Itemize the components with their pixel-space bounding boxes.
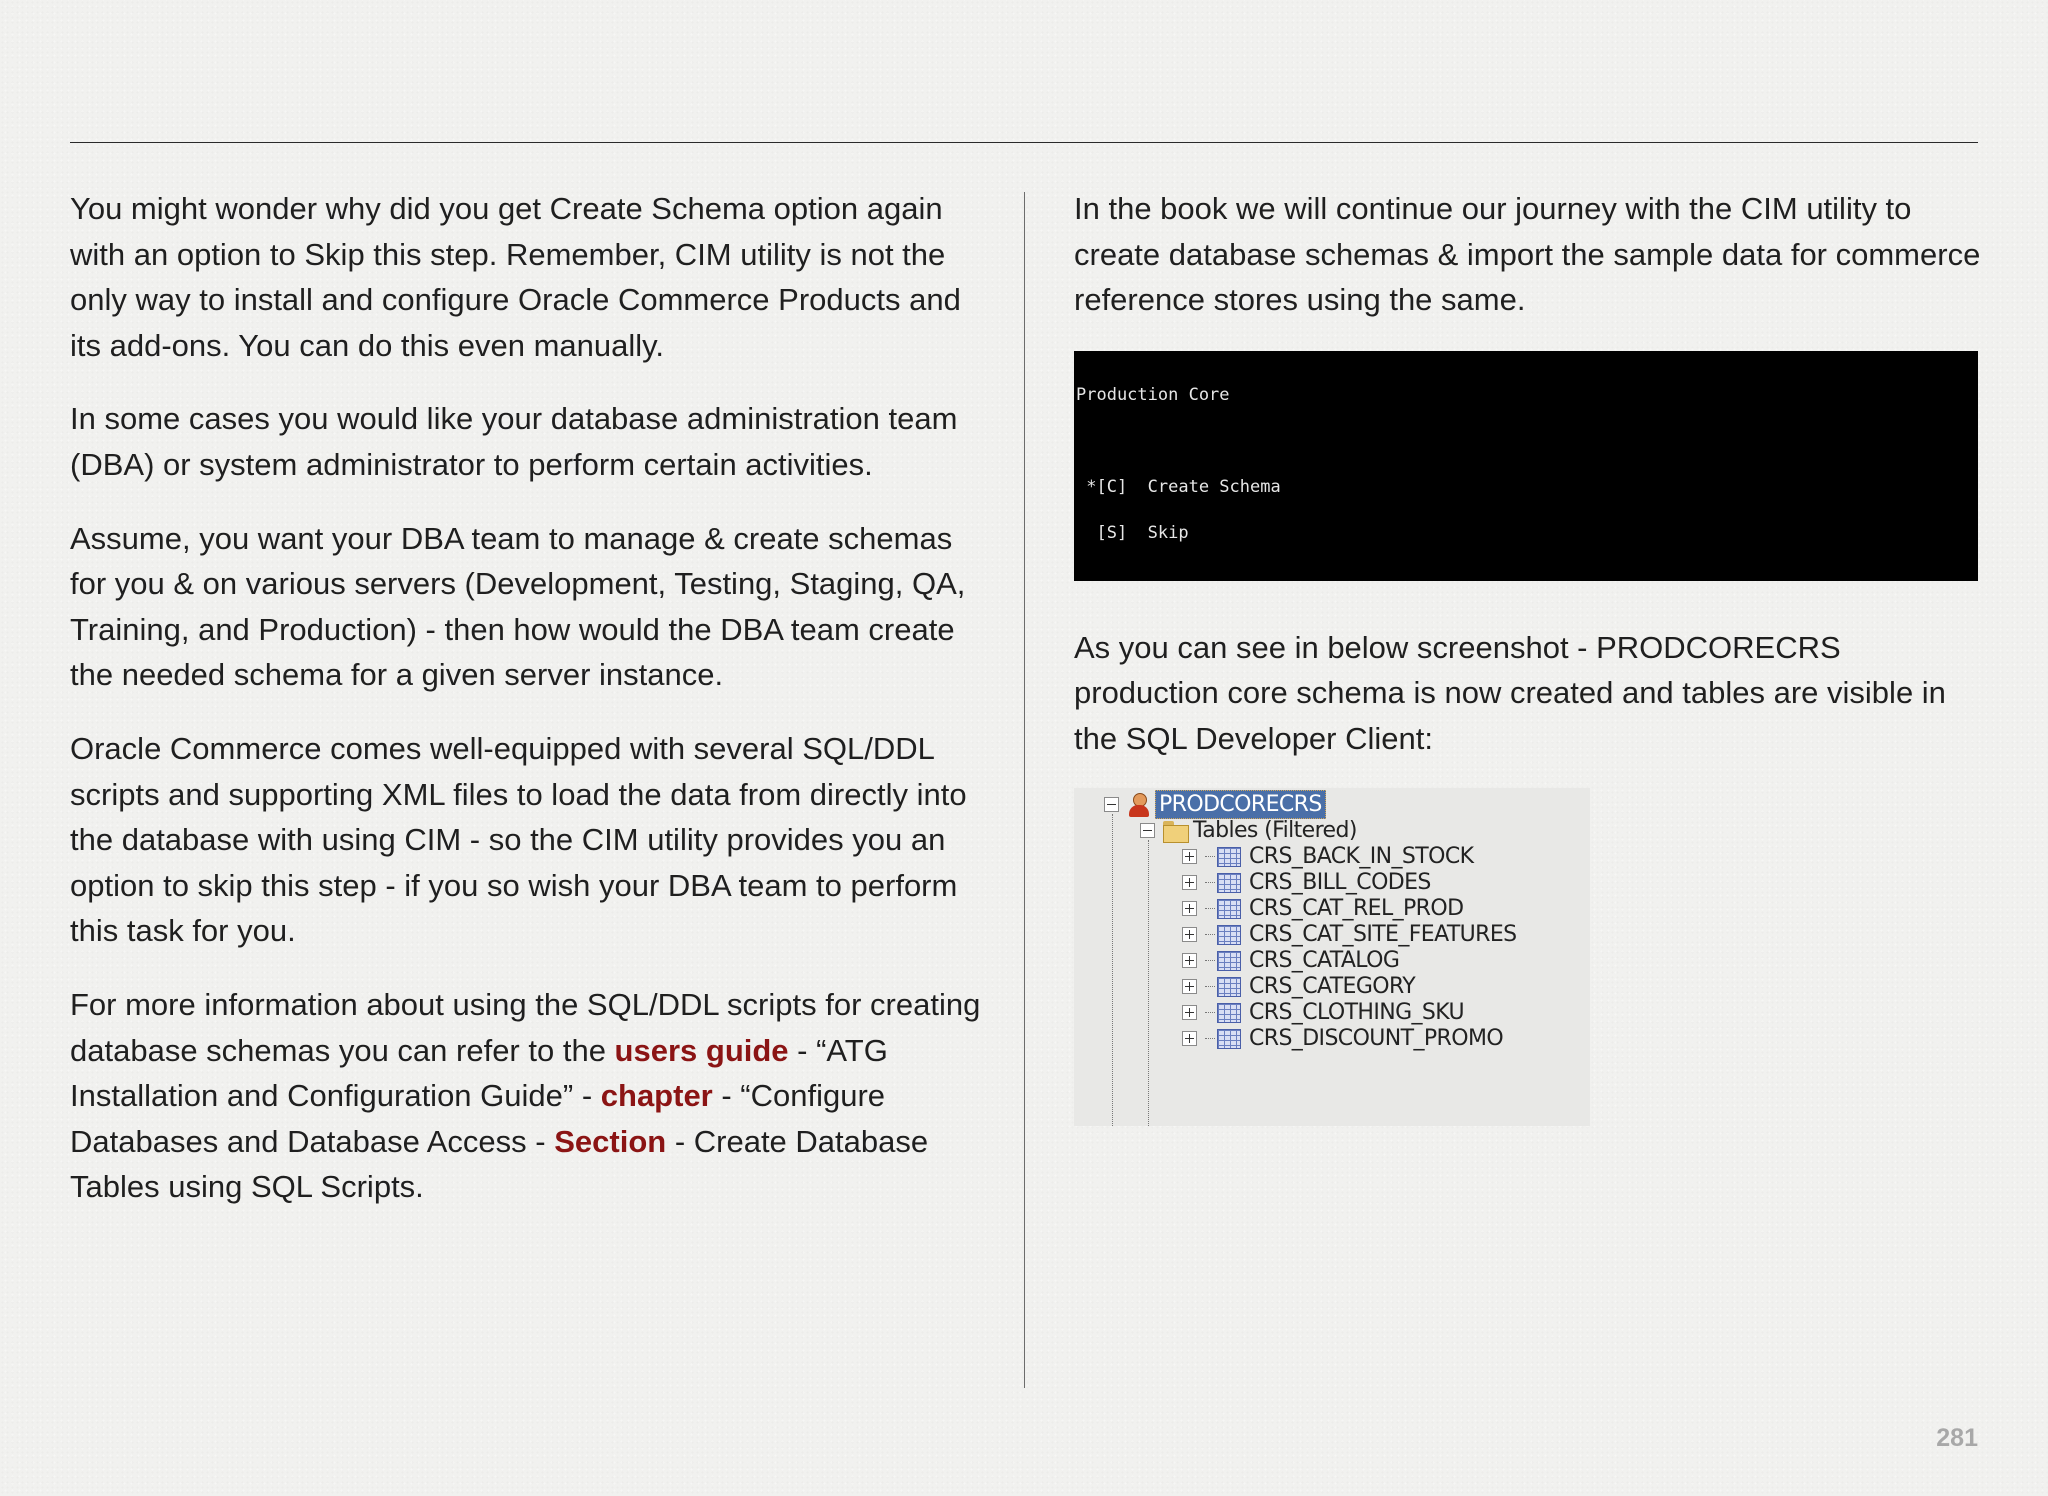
schema-label: PRODCORECRS bbox=[1155, 790, 1326, 819]
paragraph-sql-ddl-scripts: Oracle Commerce comes well-equipped with several SQL/DDL scripts and supporting XML files to load the data from directly into the database with using CIM - so the CIM utility provides you an option to skip this step - if you so wish your DBA team to perform this task for you. bbox=[70, 730, 967, 949]
tree-connector bbox=[1205, 1012, 1215, 1013]
table-icon bbox=[1217, 951, 1241, 971]
more-info-text-1: For more information about using the SQL/DDL scripts for creating database schemas you can refer to the bbox=[70, 986, 981, 1068]
tree-connector bbox=[1205, 960, 1215, 961]
paragraph-prodcorecrs-created: As you can see in below screenshot - PRODCORECRS production core schema is now created and tables are visible in the SQL Developer Client: bbox=[1074, 629, 1946, 756]
cim-terminal-screenshot bbox=[1074, 351, 1978, 581]
paragraph-various-servers: Assume, you want your DBA team to manage & create schemas for you & on various servers (Development, Testing, Staging, QA, Training, and Production) - then how would the DBA team create the needed schema for a given server instance. bbox=[70, 520, 966, 693]
table-name: CRS_CATEGORY bbox=[1249, 974, 1416, 1000]
paragraph-more-information bbox=[70, 982, 990, 1210]
expand-icon[interactable] bbox=[1182, 953, 1197, 968]
chapter-link[interactable]: chapter bbox=[600, 1078, 713, 1114]
table-name: CRS_CLOTHING_SKU bbox=[1249, 1000, 1465, 1026]
sql-developer-tree-screenshot bbox=[1074, 788, 1590, 1126]
table-name: CRS_CAT_REL_PROD bbox=[1249, 896, 1464, 922]
tree-guide-line bbox=[1148, 840, 1149, 1126]
tree-connector bbox=[1205, 1038, 1215, 1039]
expand-icon[interactable] bbox=[1182, 901, 1197, 916]
table-icon bbox=[1217, 925, 1241, 945]
tree-connector bbox=[1205, 934, 1215, 935]
column-divider bbox=[1024, 192, 1025, 1388]
table-name: CRS_CAT_SITE_FEATURES bbox=[1249, 922, 1517, 948]
more-info-text-2: - “ATG Installation and Configuration Guide” - bbox=[70, 1032, 888, 1114]
paragraph-continue-journey: In the book we will continue our journey with the CIM utility to create database schemas & import the sample data for commerce reference stores using the same. bbox=[1074, 191, 1981, 318]
tree-connector bbox=[1205, 856, 1215, 857]
table-icon bbox=[1217, 847, 1241, 867]
tree-connector bbox=[1205, 908, 1215, 909]
terminal-line bbox=[1076, 434, 1978, 449]
folder-filter-icon bbox=[1163, 821, 1189, 841]
more-info-text-4: - Create Database Tables using SQL Scripts. bbox=[70, 1123, 929, 1205]
expand-icon[interactable] bbox=[1182, 875, 1197, 890]
left-column bbox=[70, 186, 990, 1238]
expand-icon[interactable] bbox=[1182, 927, 1197, 942]
table-name: CRS_BILL_CODES bbox=[1249, 870, 1431, 896]
table-name: CRS_DISCOUNT_PROMO bbox=[1249, 1026, 1504, 1052]
paragraph-create-schema-option: You might wonder why did you get Create Schema option again with an option to Skip this step. Remember, CIM utility is not the only way to install and configure Oracle Commerce Products and its add-ons. You can do this even manually. bbox=[70, 191, 961, 363]
more-info-text-3: - “Configure Databases and Database Access - bbox=[70, 1078, 886, 1159]
expand-icon[interactable] bbox=[1182, 1031, 1197, 1046]
terminal-line: Production Core bbox=[1076, 384, 1230, 405]
table-icon bbox=[1217, 1029, 1241, 1049]
header-rule bbox=[70, 142, 1978, 143]
table-icon bbox=[1217, 873, 1241, 893]
users-guide-link[interactable]: users guide bbox=[614, 1032, 789, 1068]
expand-icon[interactable] bbox=[1182, 1005, 1197, 1020]
table-icon bbox=[1217, 977, 1241, 997]
terminal-line: *[C] Create Schema bbox=[1076, 477, 1281, 497]
table-name: CRS_BACK_IN_STOCK bbox=[1249, 844, 1474, 870]
terminal-line: [S] Skip bbox=[1076, 523, 1189, 544]
table-icon bbox=[1217, 1003, 1241, 1023]
tree-node-table[interactable] bbox=[1182, 1022, 1503, 1056]
tree-connector bbox=[1205, 882, 1215, 883]
table-name: CRS_CATALOG bbox=[1249, 948, 1400, 974]
table-icon bbox=[1217, 899, 1241, 919]
tree-guide-line bbox=[1112, 814, 1113, 1126]
expand-icon[interactable] bbox=[1182, 979, 1197, 994]
collapse-icon[interactable] bbox=[1140, 823, 1155, 838]
section-link[interactable]: Section bbox=[554, 1123, 667, 1159]
right-column bbox=[1074, 186, 1984, 1126]
tree-connector bbox=[1205, 986, 1215, 987]
paragraph-dba-activities: In some cases you would like your database administration team (DBA) or system administrator to perform certain activities. bbox=[70, 401, 958, 482]
terminal-line bbox=[1076, 572, 1978, 580]
tables-node-label: Tables (Filtered) bbox=[1193, 818, 1357, 844]
expand-icon[interactable] bbox=[1182, 849, 1197, 864]
page-number: 281 bbox=[1936, 1424, 1978, 1452]
collapse-icon[interactable] bbox=[1104, 797, 1119, 812]
